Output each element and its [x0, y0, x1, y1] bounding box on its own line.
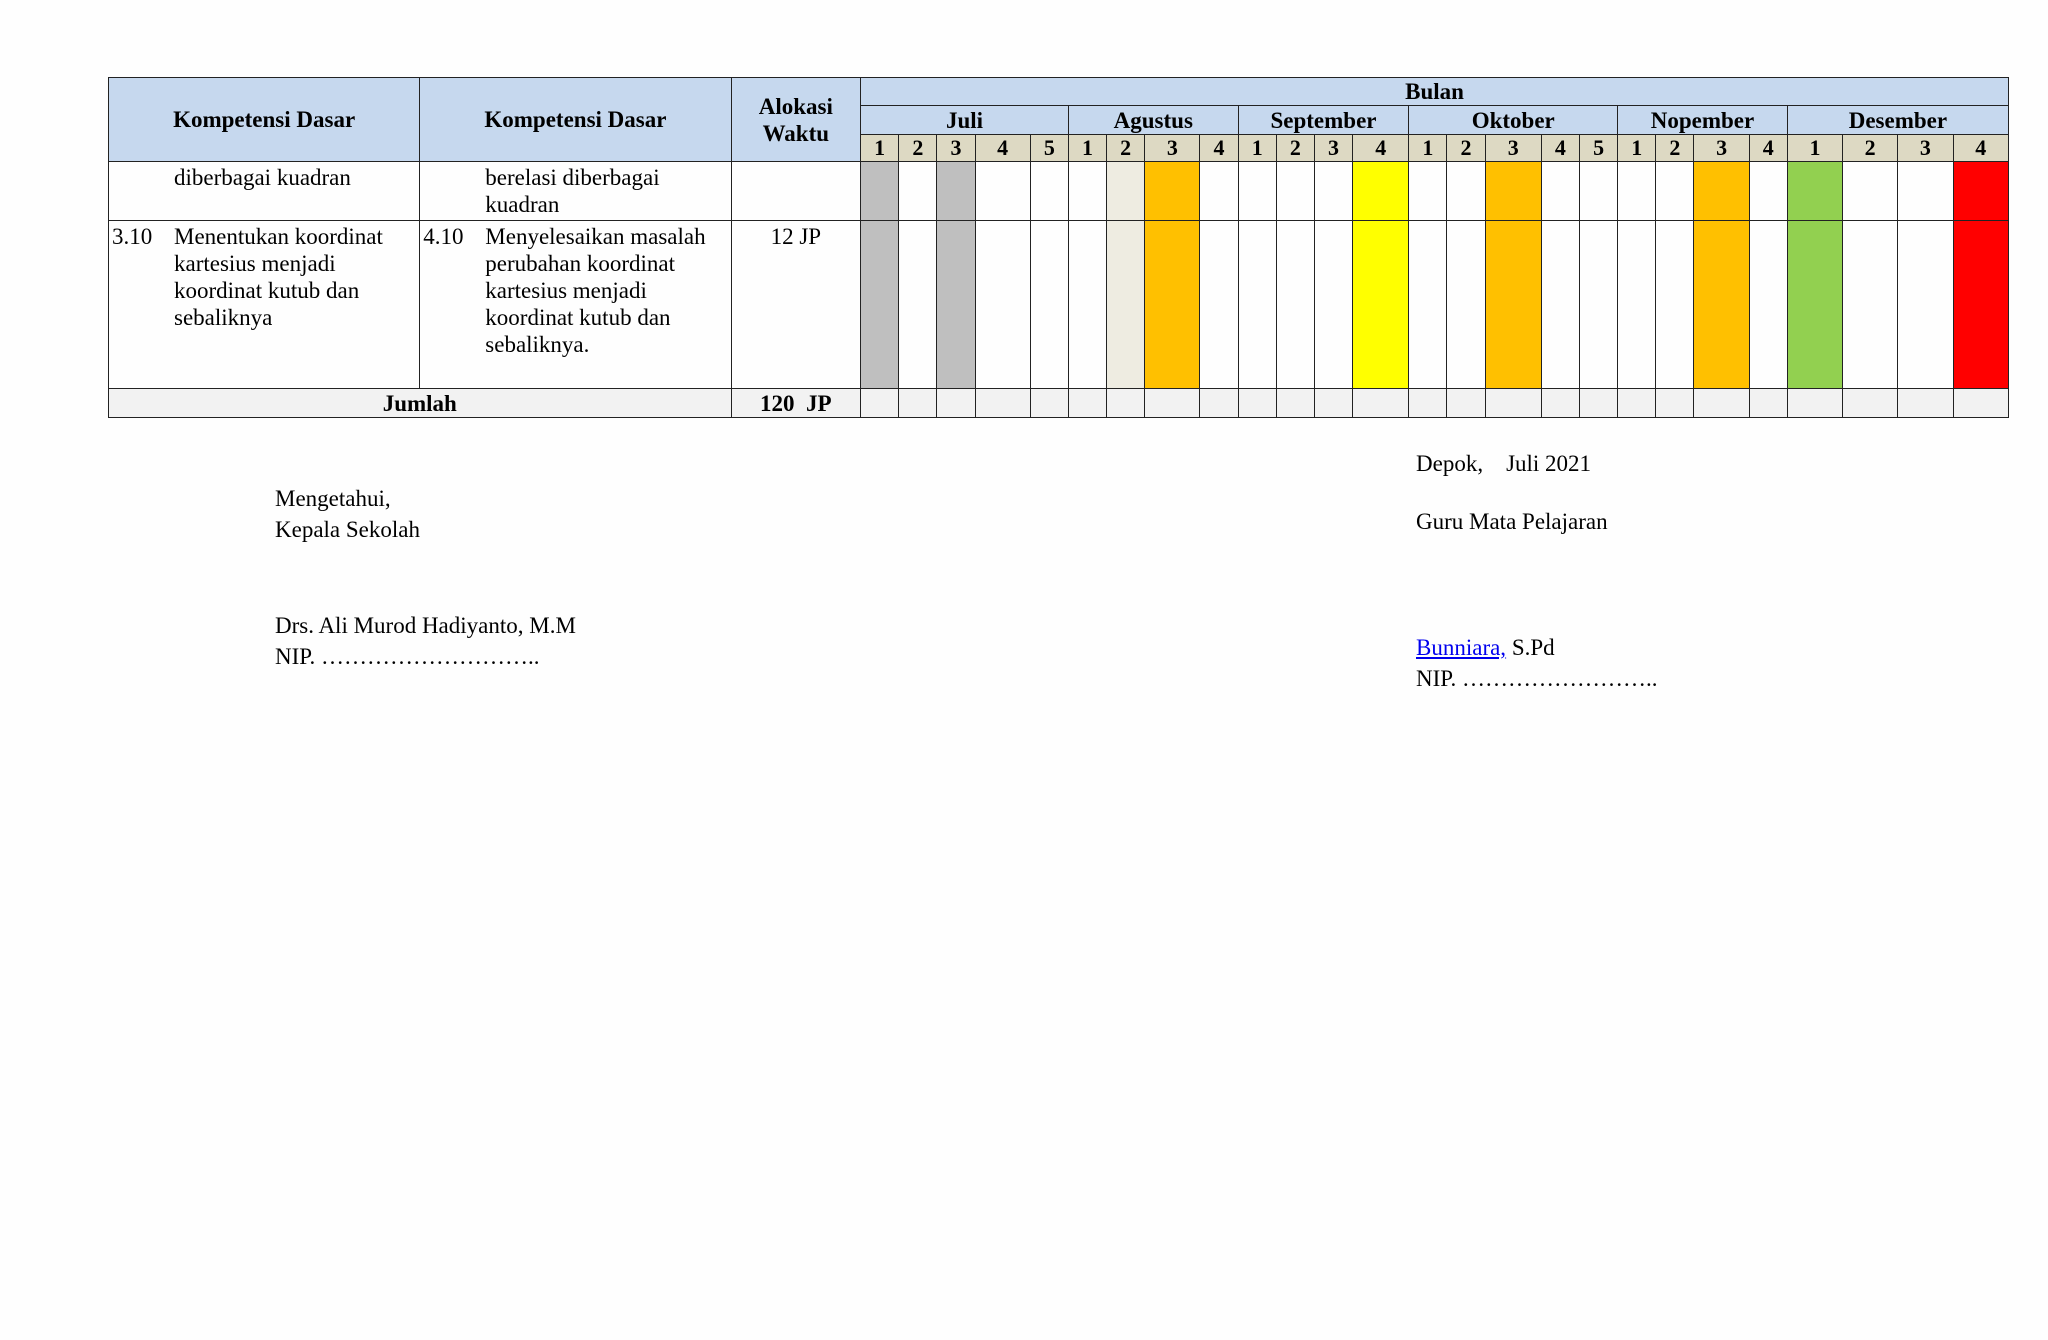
week-header: 5	[1030, 135, 1068, 162]
week-cell	[1447, 162, 1485, 221]
kd-code	[423, 164, 485, 218]
total-week-cell	[975, 389, 1030, 418]
kd-skill-cell	[420, 221, 731, 389]
week-cell	[1238, 221, 1276, 389]
teacher-name	[1416, 632, 1658, 663]
week-cell	[1409, 162, 1447, 221]
teacher-signature-block	[1416, 448, 1658, 694]
week-cell	[1656, 162, 1694, 221]
week-cell	[1030, 162, 1068, 221]
header-alokasi-waktu: Alokasi Waktu	[731, 78, 861, 162]
month-desember: Desember	[1787, 106, 2008, 135]
week-cell	[1843, 162, 1898, 221]
week-cell	[1238, 162, 1276, 221]
week-cell	[1353, 221, 1409, 389]
week-cell	[1618, 162, 1656, 221]
kd-text: berelasi diberbagai kuadran	[485, 165, 660, 217]
week-header: 4	[1353, 135, 1409, 162]
week-cell	[1953, 162, 2009, 221]
month-oktober: Oktober	[1409, 106, 1618, 135]
week-header: 2	[899, 135, 937, 162]
kd-code: 3.10	[112, 224, 153, 249]
week-header: 3	[1898, 135, 1953, 162]
week-cell	[1485, 221, 1541, 389]
week-cell	[1314, 221, 1352, 389]
total-row	[109, 389, 2009, 418]
week-cell	[1580, 162, 1618, 221]
total-week-cell	[1694, 389, 1749, 418]
kd-skill-cell	[420, 162, 731, 221]
week-cell	[1656, 221, 1694, 389]
week-cell	[861, 162, 899, 221]
week-cell	[899, 221, 937, 389]
week-cell	[1787, 221, 1842, 389]
week-cell	[1276, 162, 1314, 221]
teacher-degree: S.Pd	[1506, 635, 1555, 660]
week-header: 4	[1953, 135, 2009, 162]
total-week-cell	[1787, 389, 1842, 418]
week-cell	[1107, 221, 1145, 389]
kd-text: Menentukan koordinat kartesius menjadi koordinat kutub dan sebaliknya	[174, 224, 383, 330]
kd-knowledge-cell	[109, 221, 420, 389]
kd-text: Menyelesaikan masalah perubahan koordinat kartesius menjadi koordinat kutub dan sebaliknya.	[485, 224, 706, 357]
week-header: 3	[1145, 135, 1200, 162]
week-cell	[1068, 221, 1106, 389]
total-week-cell	[1409, 389, 1447, 418]
total-week-cell	[1030, 389, 1068, 418]
month-nopember: Nopember	[1618, 106, 1788, 135]
week-cell	[1314, 162, 1352, 221]
total-week-cell	[1238, 389, 1276, 418]
week-cell	[975, 162, 1030, 221]
week-header: 4	[975, 135, 1030, 162]
week-cell	[1541, 162, 1579, 221]
week-cell	[861, 221, 899, 389]
week-cell	[1276, 221, 1314, 389]
week-cell	[1447, 221, 1485, 389]
week-cell	[1200, 162, 1238, 221]
kd-code	[112, 164, 174, 191]
week-header: 3	[1485, 135, 1541, 162]
week-header: 1	[1409, 135, 1447, 162]
total-week-cell	[937, 389, 975, 418]
total-week-cell	[1145, 389, 1200, 418]
week-cell	[1898, 162, 1953, 221]
week-cell	[1145, 221, 1200, 389]
teacher-name-link[interactable]: Bunniara,	[1416, 635, 1507, 660]
total-week-cell	[1276, 389, 1314, 418]
week-cell	[1898, 221, 1953, 389]
total-week-cell	[1898, 389, 1953, 418]
week-header: 3	[1694, 135, 1749, 162]
total-week-cell	[1447, 389, 1485, 418]
week-cell	[1030, 221, 1068, 389]
kd-text: diberbagai kuadran	[174, 165, 351, 190]
week-header: 2	[1447, 135, 1485, 162]
week-header: 2	[1843, 135, 1898, 162]
month-agustus: Agustus	[1068, 106, 1238, 135]
week-header: 3	[1314, 135, 1352, 162]
schedule-table	[108, 77, 2009, 418]
week-header: 5	[1580, 135, 1618, 162]
headmaster-signature-block	[275, 483, 576, 672]
headmaster-nip: NIP. ………………………..	[275, 644, 540, 669]
week-cell	[1749, 221, 1787, 389]
headmaster-title: Kepala Sekolah	[275, 517, 420, 542]
total-week-cell	[1580, 389, 1618, 418]
week-cell	[1618, 221, 1656, 389]
week-header: 2	[1107, 135, 1145, 162]
acknowledge-label: Mengetahui,	[275, 486, 391, 511]
total-week-cell	[1618, 389, 1656, 418]
week-cell	[937, 162, 975, 221]
table-row	[109, 221, 2009, 389]
total-week-cell	[1656, 389, 1694, 418]
week-cell	[1485, 162, 1541, 221]
week-cell	[1541, 221, 1579, 389]
alokasi-cell: 12 JP	[731, 221, 861, 389]
week-cell	[1694, 221, 1749, 389]
week-cell	[1145, 162, 1200, 221]
week-cell	[1787, 162, 1842, 221]
week-header: 2	[1656, 135, 1694, 162]
week-header: 4	[1541, 135, 1579, 162]
kd-code: 4.10	[423, 224, 464, 249]
week-cell	[1843, 221, 1898, 389]
total-label: Jumlah	[109, 389, 732, 418]
week-header: 2	[1276, 135, 1314, 162]
week-cell	[899, 162, 937, 221]
alokasi-cell	[731, 162, 861, 221]
kd-knowledge-cell	[109, 162, 420, 221]
week-cell	[1353, 162, 1409, 221]
total-week-cell	[1314, 389, 1352, 418]
total-week-cell	[1485, 389, 1541, 418]
week-header: 1	[1618, 135, 1656, 162]
total-week-cell	[899, 389, 937, 418]
month-juli: Juli	[861, 106, 1069, 135]
total-week-cell	[1843, 389, 1898, 418]
week-cell	[975, 221, 1030, 389]
week-cell	[937, 221, 975, 389]
week-cell	[1107, 162, 1145, 221]
week-header: 1	[1238, 135, 1276, 162]
teacher-title: Guru Mata Pelajaran	[1416, 509, 1608, 534]
header-kompetensi-dasar-2: Kompetensi Dasar	[420, 78, 731, 162]
table-row	[109, 162, 2009, 221]
week-cell	[1409, 221, 1447, 389]
week-cell	[1953, 221, 2009, 389]
total-value: 120 JP	[731, 389, 861, 418]
teacher-nip: NIP. ……………………..	[1416, 666, 1658, 691]
total-week-cell	[1749, 389, 1787, 418]
week-cell	[1580, 221, 1618, 389]
week-header: 1	[861, 135, 899, 162]
week-header: 4	[1200, 135, 1238, 162]
total-week-cell	[1107, 389, 1145, 418]
week-cell	[1694, 162, 1749, 221]
week-header: 1	[1787, 135, 1842, 162]
month-september: September	[1238, 106, 1409, 135]
total-week-cell	[1541, 389, 1579, 418]
total-week-cell	[1353, 389, 1409, 418]
week-header: 3	[937, 135, 975, 162]
total-week-cell	[861, 389, 899, 418]
week-cell	[1200, 221, 1238, 389]
total-week-cell	[1068, 389, 1106, 418]
week-header: 4	[1749, 135, 1787, 162]
header-bulan: Bulan	[861, 78, 2009, 106]
header-kompetensi-dasar-1: Kompetensi Dasar	[109, 78, 420, 162]
total-week-cell	[1953, 389, 2009, 418]
week-cell	[1749, 162, 1787, 221]
week-header: 1	[1068, 135, 1106, 162]
place-date: Depok, Juli 2021	[1416, 451, 1592, 476]
headmaster-name: Drs. Ali Murod Hadiyanto, M.M	[275, 613, 576, 638]
week-cell	[1068, 162, 1106, 221]
total-week-cell	[1200, 389, 1238, 418]
